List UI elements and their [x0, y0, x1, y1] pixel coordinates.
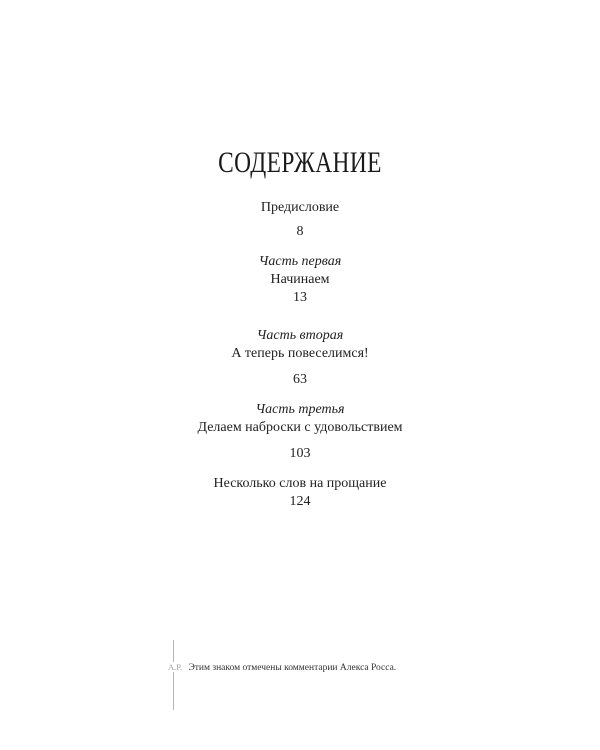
entry-page-number: 124: [289, 494, 311, 509]
entry-title: Несколько слов на прощание: [213, 476, 387, 491]
entry-part-label: Часть вторая: [256, 328, 344, 343]
footnote: [168, 661, 396, 674]
footnote-text: Этим знаком отмечены комментарии Алекса Росса.: [188, 663, 397, 673]
toc-entry-preface[interactable]: [0, 199, 600, 241]
entry-page-number: 8: [296, 224, 304, 239]
toc-entry-part-three[interactable]: [0, 401, 600, 463]
toc-entry-part-one[interactable]: [0, 253, 600, 307]
toc-entry-farewell[interactable]: [0, 475, 600, 511]
entry-page-number: 13: [293, 290, 307, 305]
toc-heading: СОДЕРЖАНИЕ: [218, 146, 382, 179]
footnote-marker-line: [168, 640, 397, 710]
entry-part-label: Часть третья: [255, 402, 345, 417]
entry-title: Предисловие: [260, 200, 340, 215]
entry-title: Делаем наброски с удовольствием: [197, 420, 403, 435]
toc-entry-part-two[interactable]: [0, 327, 600, 389]
table-of-contents: [0, 199, 600, 511]
entry-part-label: Часть первая: [258, 254, 342, 269]
entry-page-number: 103: [289, 446, 311, 461]
footnote-mark: А.Р.: [168, 662, 186, 672]
entry-title: А теперь повеселимся!: [231, 346, 369, 361]
entry-page-number: 63: [293, 372, 307, 387]
entry-title: Начинаем: [270, 272, 330, 287]
